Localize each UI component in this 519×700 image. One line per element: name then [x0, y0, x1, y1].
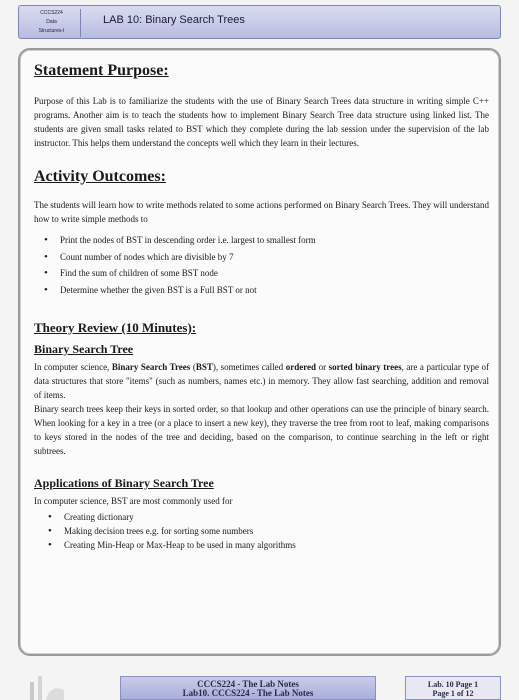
theory-paragraph-1	[34, 360, 489, 402]
list-item: • Creating Min-Heap or Max-Heap to be used in many algorithms	[34, 538, 489, 552]
term-bst: Binary Search Trees	[111, 362, 191, 372]
footer-course-notes	[120, 676, 376, 700]
content-box	[18, 48, 501, 656]
outcomes-intro: The students will learn how to write methods related to some actions performed on Binary Search Trees. They will understand how to write simple methods to	[34, 200, 489, 224]
statement-heading: Statement Purpose:	[34, 62, 169, 79]
lab-title: LAB 10: Binary Search Trees	[103, 14, 245, 26]
outcomes-list	[34, 232, 489, 298]
university-logo-icon	[20, 670, 70, 700]
footer-page-of: Page 1 of 12	[432, 689, 474, 698]
course-code: CCCS224	[40, 10, 63, 16]
list-item: • Making decision trees e.g. for sorting some numbers	[34, 524, 489, 538]
list-item: • Count number of nodes which are divisible by 7	[34, 249, 489, 266]
course-name-line2: Structures-I	[38, 28, 65, 34]
page-header	[18, 5, 501, 39]
term-ordered: ordered	[285, 362, 317, 372]
list-item: • Find the sum of children of some BST node	[34, 265, 489, 282]
page-footer	[0, 662, 519, 700]
applications-heading: Applications of Binary Search Tree	[34, 476, 214, 490]
bst-heading: Binary Search Tree	[34, 342, 134, 356]
list-item: • Print the nodes of BST in descending order i.e. largest to smallest form	[34, 232, 489, 249]
footer-page-number	[405, 676, 501, 700]
text-run: ), sometimes called	[212, 362, 286, 372]
text-run: In computer science,	[34, 362, 112, 372]
theory-paragraph-2: Binary search trees keep their keys in sorted order, so that lookup and other operations can use the principle of binary search. When looking for a key in a tree (or a place to insert a new key), they traverse the tree from root to leaf, making comparisons to keys stored in the nodes of the tree and deciding, based on the comparison, to continue searching in the left or right subtrees.	[34, 404, 489, 456]
text-run: or	[316, 362, 329, 372]
list-item: • Determine whether the given BST is a Full BST or not	[34, 282, 489, 299]
footer-line-1: CCCS224 - The Lab Notes	[197, 679, 299, 689]
course-name-line1: Data	[46, 19, 57, 25]
term-sorted-binary-trees: sorted binary trees	[328, 362, 402, 372]
applications-intro: In computer science, BST are most commonly used for	[34, 496, 233, 506]
footer-line-2: Lab10. CCCS224 - The Lab Notes	[182, 688, 314, 698]
outcomes-heading: Activity Outcomes:	[34, 168, 166, 185]
footer-lab-page: Lab. 10 Page 1	[427, 680, 479, 689]
applications-list	[34, 510, 489, 552]
text-run: , are a particular type of data structures that store "items" (such as numbers, names etc.) in memory. They allow fast searching, addition and removal of items.	[34, 362, 490, 400]
list-item: • Creating dictionary	[34, 510, 489, 524]
course-label	[23, 9, 81, 37]
text-run: (	[190, 362, 196, 372]
theory-heading: Theory Review (10 Minutes):	[34, 320, 197, 335]
term-bst-abbr: BST	[195, 362, 213, 372]
statement-text: Purpose of this Lab is to familiarize the students with the use of Binary Search Trees data structure in writing simple C++ programs. Another aim is to teach the students how to implement Binary Search Tree data structure using linked list. The students are given small tasks related to BST which they complete during the lab session under the supervision of the lab instructor. This helps them understand the concepts well which they learn in their lectures.	[34, 96, 489, 148]
